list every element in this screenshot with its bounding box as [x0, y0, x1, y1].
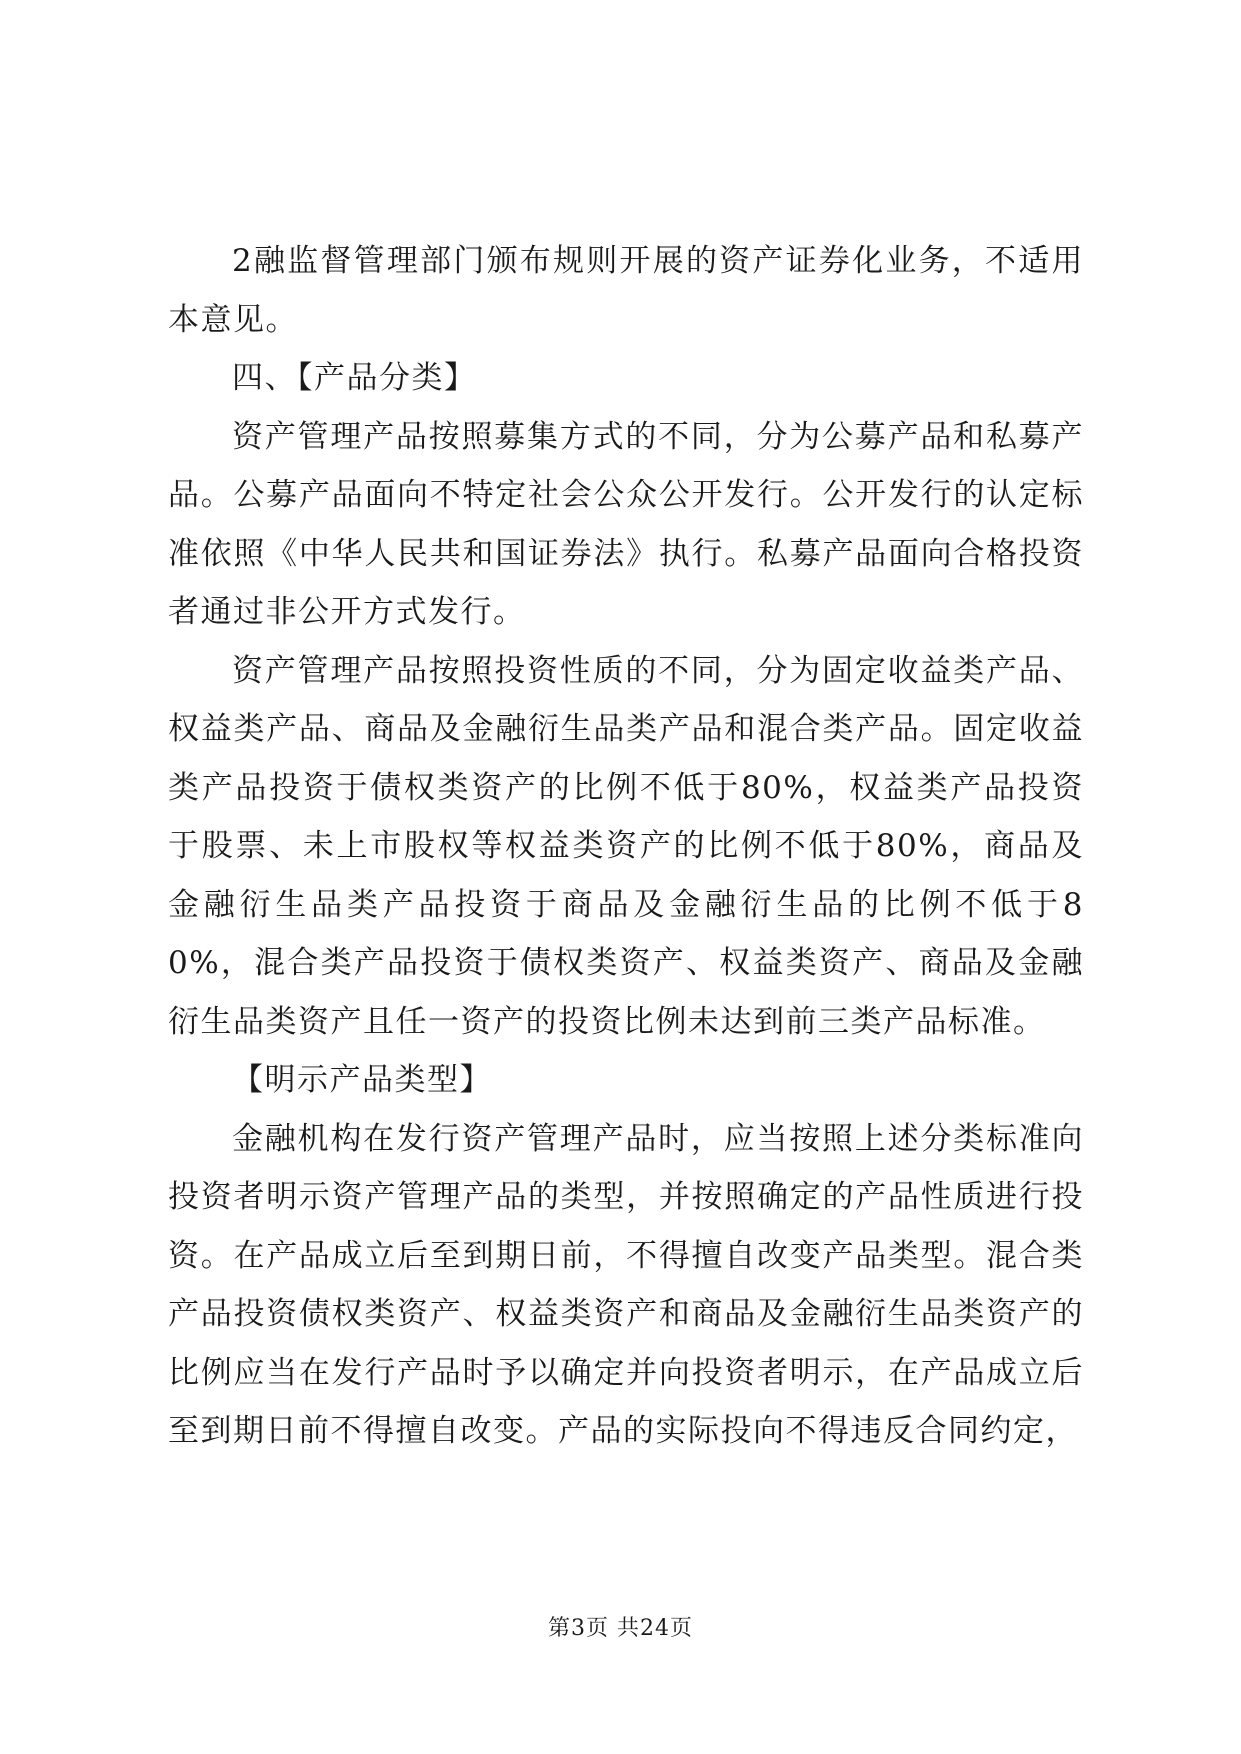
paragraph-disclose-product-type: 金融机构在发行资产管理产品时，应当按照上述分类标准向投资者明示资产管理产品的类型，并按照确定的产品性质进行投资。在产品成立后至到期日前，不得擅自改变产品类型。混合类产品投资债权类资产、权益类资产和商品及金融衍生品类资产的比例应当在发行产品时予以确定并向投资者明示，在产品成立后至到期日前不得擅自改变。产品的实际投向不得违反合同约定， [168, 1120, 1084, 1449]
document-body [168, 232, 1084, 1461]
paragraph-investment-nature-classification: 资产管理产品按照投资性质的不同，分为固定收益类产品、权益类产品、商品及金融衍生品类产品和混合类产品。固定收益类产品投资于债权类资产的比例不低于80%，权益类产品投资于股票、未上市股权等权益类资产的比例不低于80%，商品及金融衍生品类产品投资于商品及金融衍生品的比例不低于80%，混合类产品投资于债权类资产、权益类资产、商品及金融衍生品类资产且任一资产的投资比例未达到前三类产品标准。 [168, 652, 1084, 1040]
section-heading-disclose-product-type: 【明示产品类型】 [232, 1062, 492, 1098]
paragraph-public-private-products: 资产管理产品按照募集方式的不同，分为公募产品和私募产品。公募产品面向不特定社会公众公开发行。公开发行的认定标准依照《中华人民共和国证券法》执行。私募产品面向合格投资者通过非公开方式发行。 [168, 418, 1084, 630]
section-heading-product-classification: 四、【产品分类】 [232, 360, 477, 396]
page-number-footer: 第3页 共24页 [548, 1616, 693, 1641]
paragraph-asset-securitization: 2融监督管理部门颁布规则开展的资产证券化业务，不适用本意见。 [168, 243, 1084, 338]
